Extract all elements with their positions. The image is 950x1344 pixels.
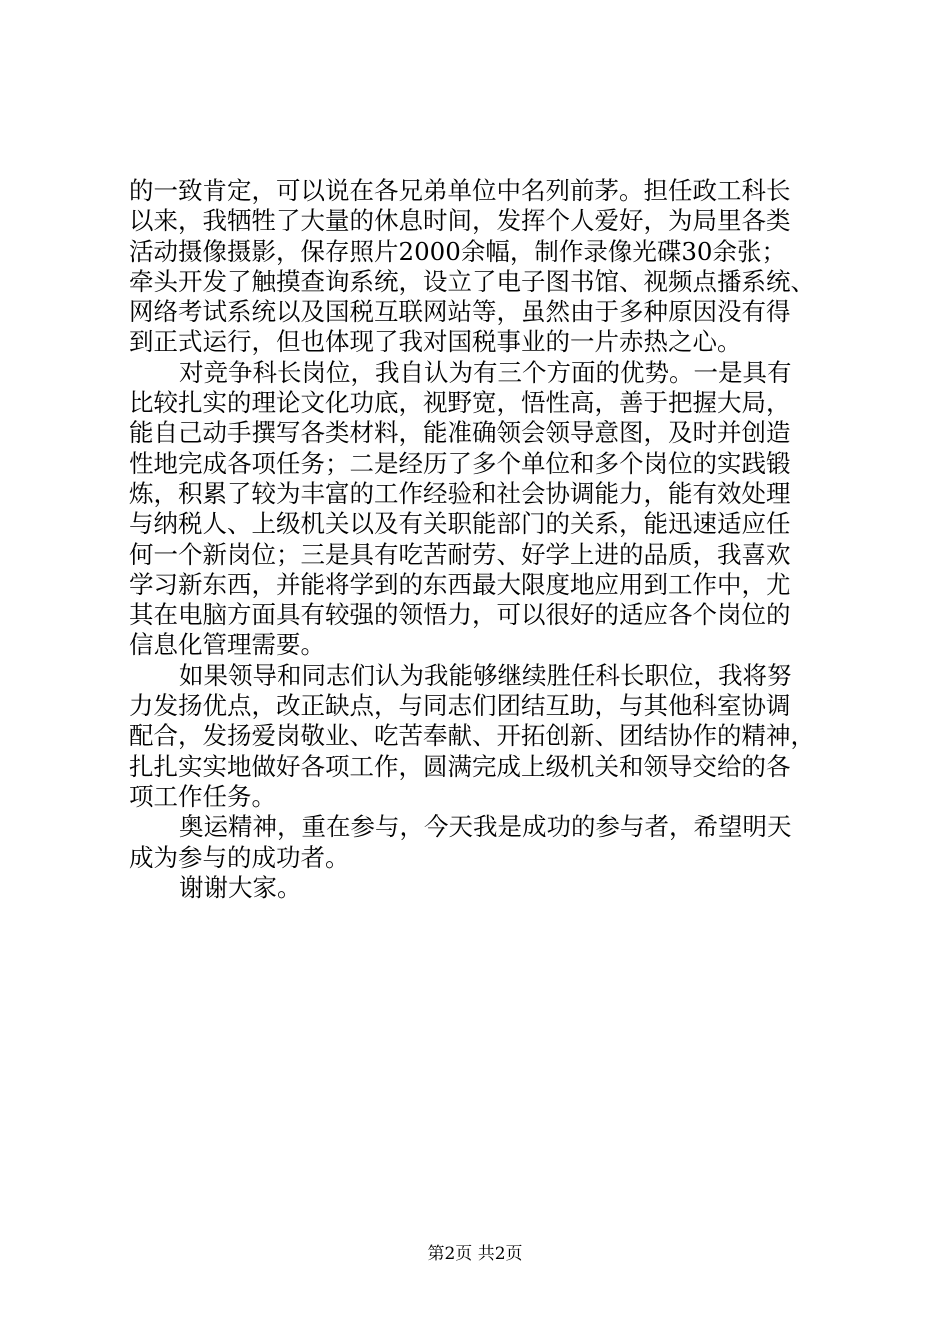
text-line: 项工作任务。 [129,781,276,811]
text-line: 的一致肯定，可以说在各兄弟单位中名列前茅。担任政工科长 [129,176,791,205]
paragraph-first-line: 如果领导和同志们认为我能够继续胜任科长职位，我将努 [179,660,792,690]
text-line: 性地完成各项任务；二是经历了多个单位和多个岗位的实践锻 [129,448,791,478]
text-line: 何一个新岗位；三是具有吃苦耐劳、好学上进的品质，我喜欢 [129,539,791,569]
text-line: 力发扬优点，改正缺点，与同志们团结互助，与其他科室协调 [129,691,791,721]
text-line: 扎扎实实地做好各项工作，圆满完成上级机关和领导交给的各 [129,751,791,781]
document-body [129,176,829,903]
text-line: 配合，发扬爱岗敬业、吃苦奉献、开拓创新、团结协作的精神， [129,721,815,751]
text-line: 牵头开发了触摸查询系统，设立了电子图书馆、视频点播系统、 [129,266,815,296]
closing-line: 谢谢大家。 [179,872,302,902]
text-line: 以来，我牺牲了大量的休息时间，发挥个人爱好，为局里各类 [129,206,791,236]
text-line: 信息化管理需要。 [129,630,325,660]
paragraph-first-line: 奥运精神，重在参与，今天我是成功的参与者，希望明天 [179,812,792,842]
text-line: 到正式运行，但也体现了我对国税事业的一片赤热之心。 [129,327,742,357]
text-line: 活动摄像摄影，保存照片2000余幅，制作录像光碟30余张； [129,236,787,266]
page-footer: 第2页 共2页 [427,1244,523,1264]
text-line: 成为参与的成功者。 [129,842,350,872]
text-line: 与纳税人、上级机关以及有关职能部门的关系，能迅速适应任 [129,509,791,539]
text-line: 其在电脑方面具有较强的领悟力，可以很好的适应各个岗位的 [129,600,791,630]
text-line: 比较扎实的理论文化功底，视野宽，悟性高，善于把握大局， [129,388,791,418]
text-line: 网络考试系统以及国税互联网站等，虽然由于多种原因没有得 [129,297,791,327]
paragraph-first-line: 对竞争科长岗位，我自认为有三个方面的优势。一是具有 [179,357,792,387]
text-line: 炼，积累了较为丰富的工作经验和社会协调能力，能有效处理 [129,478,791,508]
text-line: 学习新东西，并能将学到的东西最大限度地应用到工作中，尤 [129,569,791,599]
text-line: 能自己动手撰写各类材料，能准确领会领导意图，及时并创造 [129,418,791,448]
